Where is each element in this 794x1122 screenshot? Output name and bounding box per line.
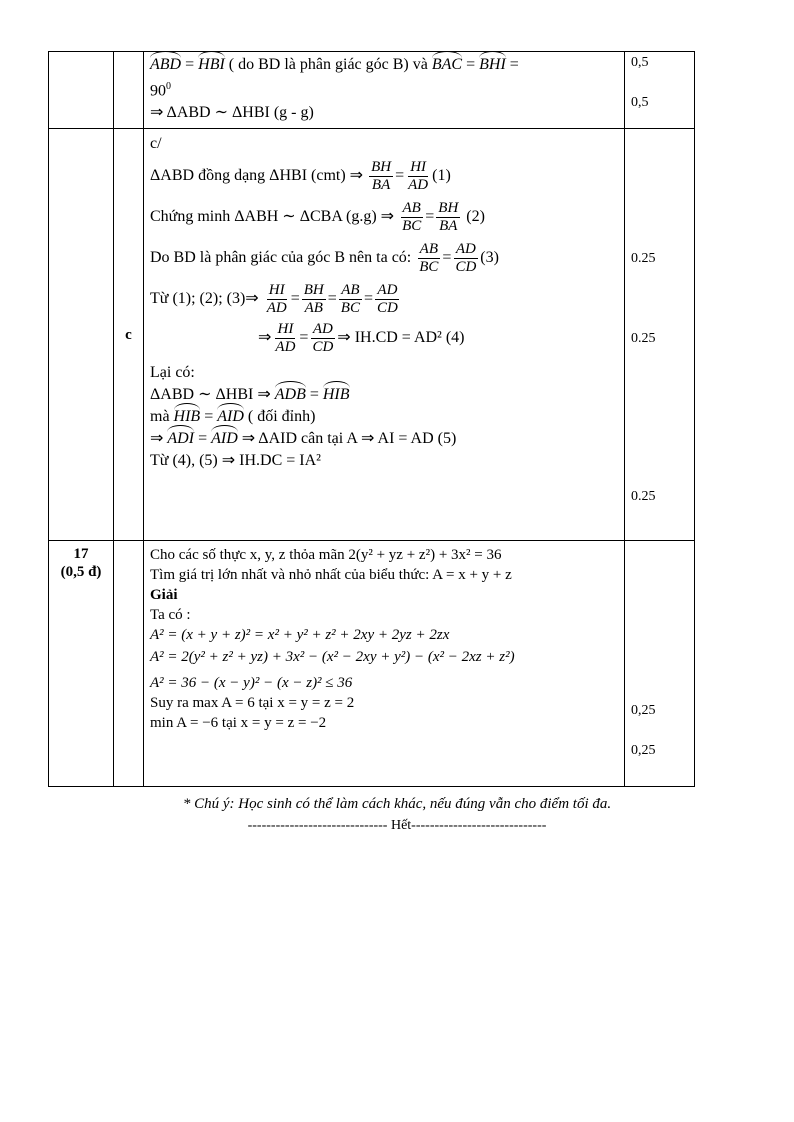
text-line: ⇒ ADI = AID ⇒ ΔAID cân tại A ⇒ AI = AD (5) bbox=[150, 428, 618, 450]
score-cell bbox=[625, 129, 695, 541]
question-cell bbox=[49, 52, 114, 129]
solution-cell bbox=[144, 52, 625, 129]
fraction: $\frac{HI}{AD}$ bbox=[408, 159, 429, 194]
text-line: min A = −6 tại x = y = z = −2 bbox=[150, 715, 327, 732]
text-line: ⇒ $\frac{HI}{AD}$ = $\frac{AD}{CD}$ ⇒ IH.CD = AD² (4) bbox=[258, 321, 465, 356]
text-line: Giải bbox=[150, 587, 178, 604]
text-line: Do BD là phân giác của góc B nên ta có: $\frac{AB}{BC}$ = $\frac{AD}{CD}$ (3) bbox=[150, 241, 499, 276]
text-line: A² = 36 − (x − y)² − (x − z)² ≤ 36 bbox=[150, 675, 353, 692]
text-line: Từ (1); (2); (3)⇒ $\frac{HI}{AD}$ = $\frac{BH}{AB}$ = $\frac{AB}{BC}$ = $\frac{AD}{CD}$ bbox=[150, 282, 398, 317]
part-cell bbox=[114, 129, 144, 541]
question-cell bbox=[49, 541, 114, 787]
question-number: 17 bbox=[73, 546, 89, 563]
score-value: 0.25 bbox=[631, 489, 656, 505]
text-line: c/ bbox=[150, 135, 162, 153]
fraction: $\frac{AD}{CD}$ bbox=[312, 321, 334, 356]
text-line: $90^0$ bbox=[150, 81, 171, 100]
score-value: 0.25 bbox=[631, 331, 656, 347]
text-line: A² = (x + y + z)² = x² + y² + z² + 2xy + 2yz + 2zx bbox=[150, 627, 450, 644]
footer-note: * Chú ý: Học sinh có thể làm cách khác, nếu đúng vẫn cho điểm tối đa. bbox=[182, 796, 612, 812]
answer-table bbox=[48, 51, 695, 787]
fraction: $\frac{HI}{AD}$ bbox=[275, 321, 296, 356]
end-marker: ------------------------------ Hết----------------------------- bbox=[247, 818, 547, 833]
text-line: Cho các số thực x, y, z thỏa mãn 2(y² + yz + z²) + 3x² = 36 bbox=[150, 547, 502, 564]
fraction: $\frac{AD}{CD}$ bbox=[455, 241, 477, 276]
text-line: ΔABD ∼ ΔHBI ⇒ ADB = HIB bbox=[150, 384, 618, 406]
score-value: 0,25 bbox=[631, 743, 656, 759]
solution-cell bbox=[144, 129, 625, 541]
fraction: $\frac{BH}{BA}$ bbox=[371, 159, 392, 194]
fraction: $\frac{AB}{BC}$ bbox=[402, 200, 422, 235]
table-row bbox=[49, 129, 695, 541]
text-line: Từ (4), (5) ⇒ IH.DC = IA² bbox=[150, 452, 321, 470]
fraction: $\frac{BH}{BA}$ bbox=[438, 200, 459, 235]
score-cell bbox=[625, 541, 695, 787]
text-line: Ta có : bbox=[150, 607, 191, 624]
text-line: Tìm giá trị lớn nhất và nhỏ nhất của biểu thức: A = x + y + z bbox=[150, 567, 512, 584]
text-line: Chứng minh ΔABH ∼ ΔCBA (g.g) ⇒ $\frac{AB}{BC}$ = $\frac{BH}{BA}$ (2) bbox=[150, 200, 485, 235]
text-line: Suy ra max A = 6 tại x = y = z = 2 bbox=[150, 695, 355, 712]
score-cell bbox=[625, 52, 695, 129]
text-line: Lại có: bbox=[150, 364, 195, 382]
fraction: $\frac{AB}{BC}$ bbox=[340, 282, 360, 317]
fraction: $\frac{HI}{AD}$ bbox=[266, 282, 287, 317]
text-line: A² = 2(y² + z² + yz) + 3x² − (x² − 2xy + y²) − (x² − 2xz + z²) bbox=[150, 649, 515, 666]
text-line: ΔABD đồng dạng ΔHBI (cmt) ⇒ $\frac{BH}{BA}$ = $\frac{HI}{AD}$ (1) bbox=[150, 159, 451, 194]
table-row bbox=[49, 52, 695, 129]
score-value: 0,25 bbox=[631, 703, 656, 719]
part-label: c bbox=[125, 326, 132, 343]
solution-cell bbox=[144, 541, 625, 787]
text-line: ⇒ ΔABD ∼ ΔHBI (g - g) bbox=[150, 104, 314, 122]
text-line: mà HIB = AID ( đối đỉnh) bbox=[150, 406, 618, 428]
part-cell bbox=[114, 541, 144, 787]
fraction: $\frac{BH}{AB}$ bbox=[303, 282, 324, 317]
score-value: 0,5 bbox=[631, 95, 649, 110]
score-value: 0,5 bbox=[631, 55, 649, 70]
fraction: $\frac{AD}{CD}$ bbox=[376, 282, 398, 317]
fraction: $\frac{AB}{BC}$ bbox=[419, 241, 439, 276]
part-cell bbox=[114, 52, 144, 129]
question-cell bbox=[49, 129, 114, 541]
text-line: ABD = HBI ( do BD là phân giác góc B) và BAC = BHI = bbox=[150, 54, 618, 76]
question-points: (0,5 đ) bbox=[60, 564, 102, 581]
table-row bbox=[49, 541, 695, 787]
score-value: 0.25 bbox=[631, 251, 656, 267]
